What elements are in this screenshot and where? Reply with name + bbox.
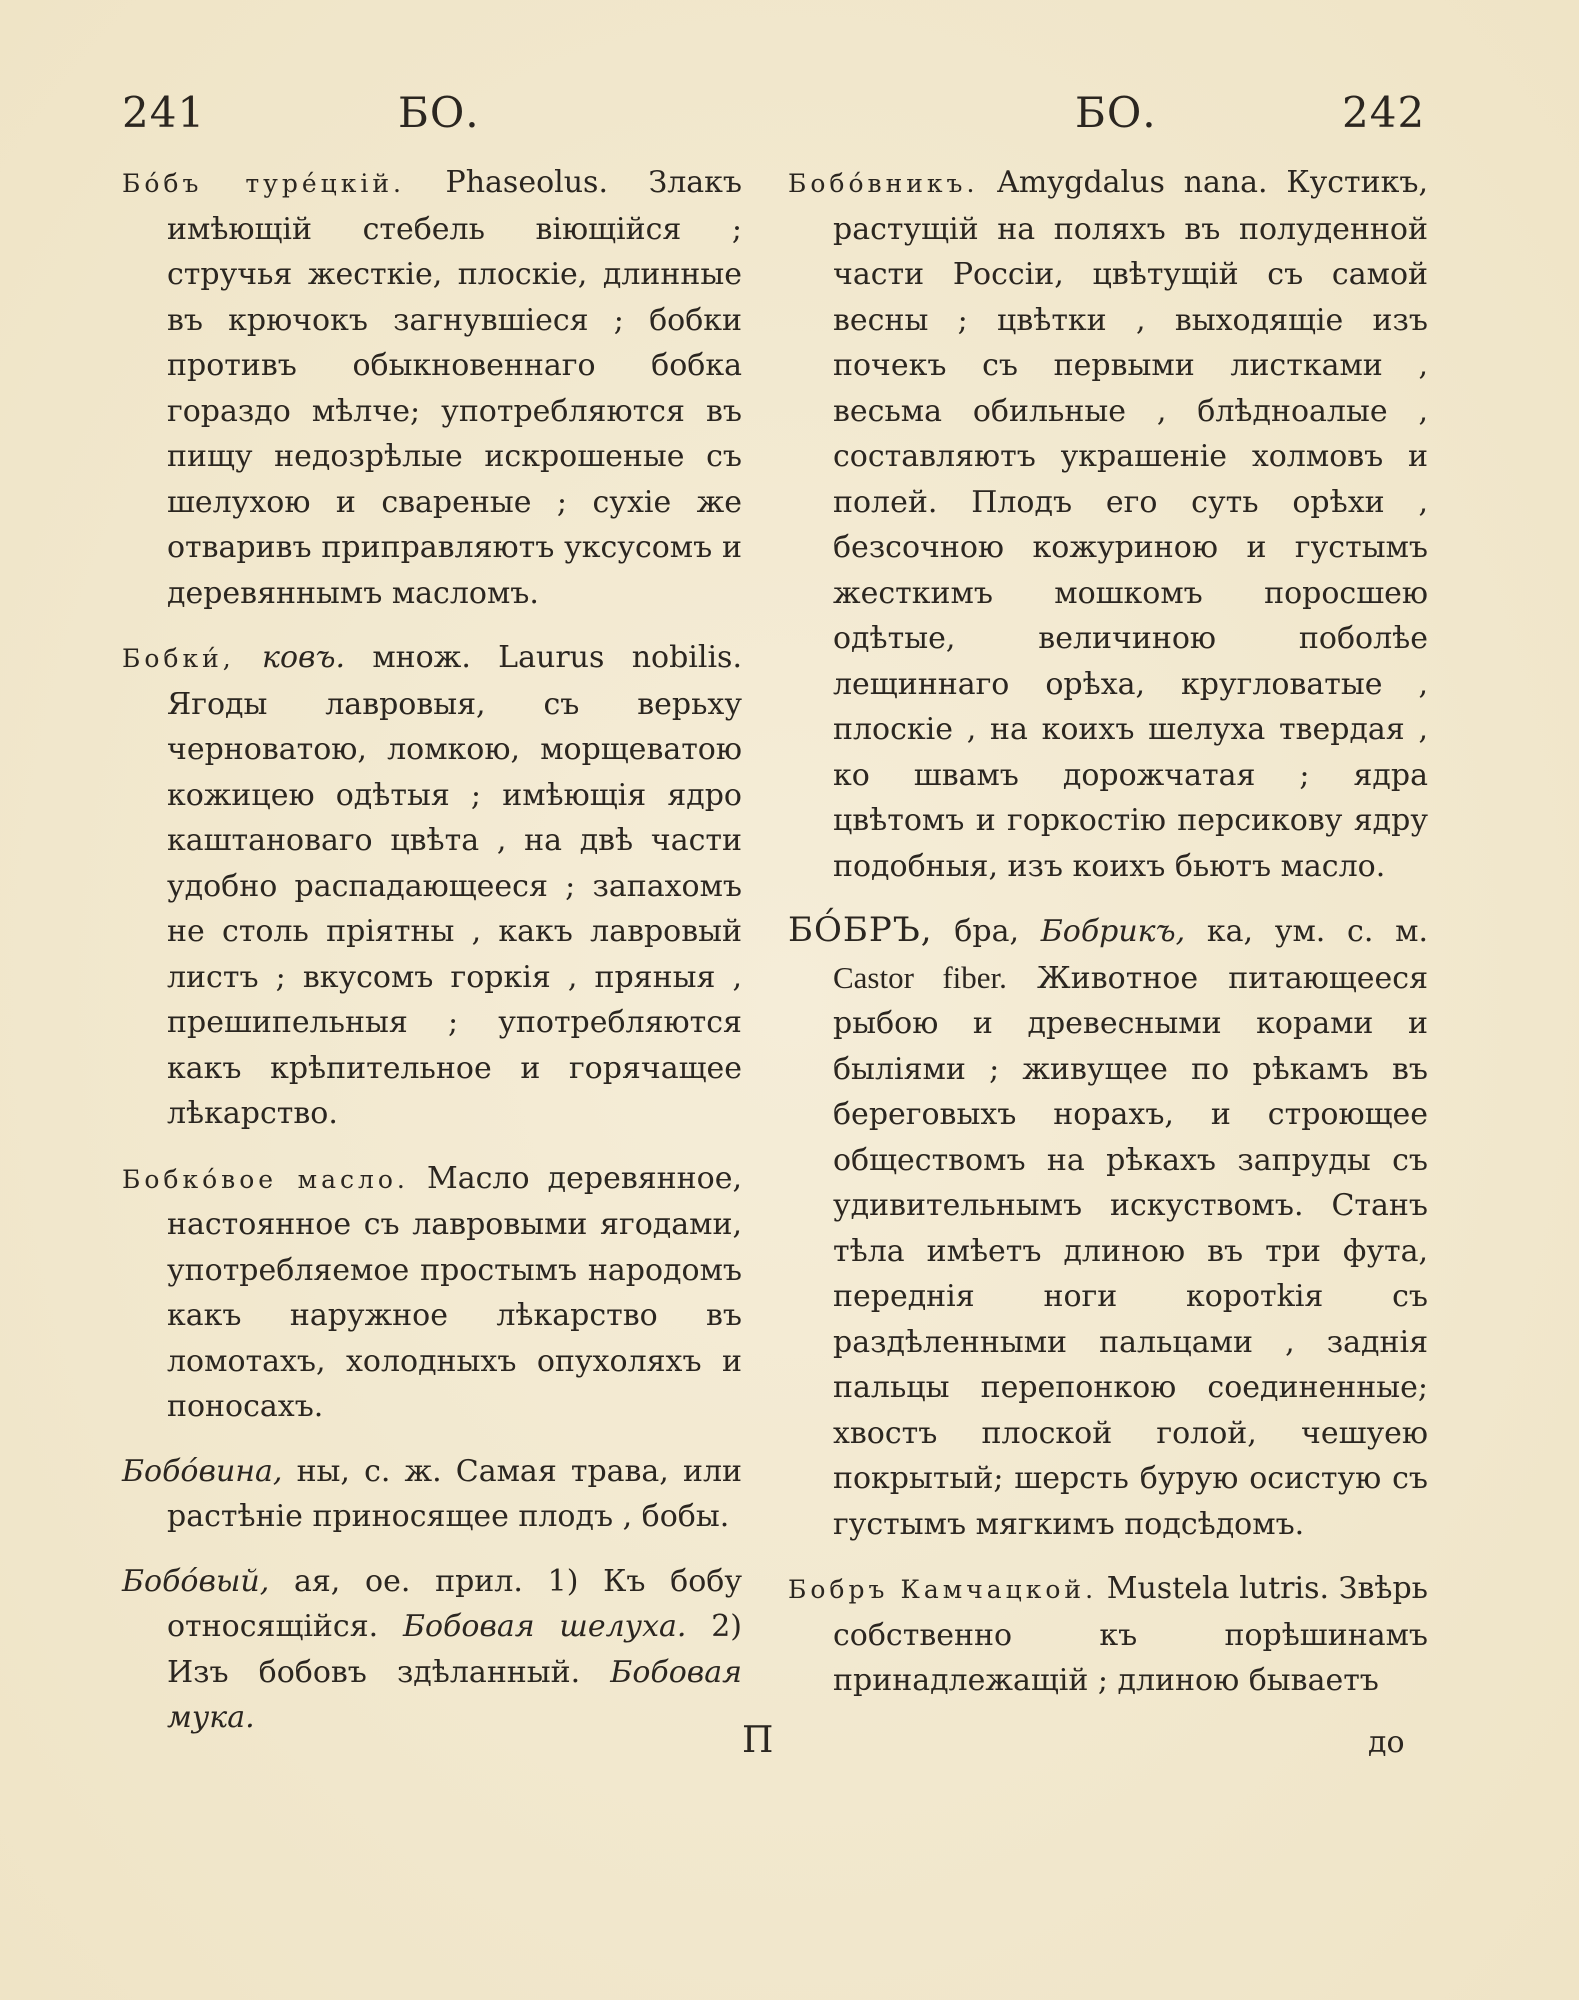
headword: Бобо́вникъ. <box>788 169 979 198</box>
right-running-head: БО. <box>1075 88 1157 137</box>
catchword: до <box>1368 1725 1405 1760</box>
entry-bobki <box>122 635 742 1137</box>
headword: Бобо́вина, <box>122 1453 283 1489</box>
entry-bobovina <box>122 1449 742 1540</box>
definition: ая, ое. прил. 1) Къ бобу относящійся. <box>167 1563 742 1644</box>
headword: Бобо́вый, <box>122 1563 270 1599</box>
right-page-number: 242 <box>1342 88 1426 137</box>
grammar-note: ковъ. <box>262 640 346 675</box>
definition: Phaseolus. Злакъ имѣющій стебель віющійся ; стручья жесткіе, плоскіе, длинные въ крючокъ загнувшіеся ; бобки противъ обыкновеннаго бобка гораздо мѣлче; употребляются въ пищу недозрѣлые искрошеные съ шелухою и свареные ; сухіе же отваривъ приправляютъ уксусомъ и деревяннымъ масломъ. <box>167 165 742 611</box>
entry-bob-turetskiy <box>122 160 742 616</box>
definition: Mustela lutris. Звѣрь собственно къ порѣшинамъ принадлежащій ; длиною бываетъ <box>833 1571 1428 1698</box>
definition: 2) Изъ бобовъ здѣланный. <box>167 1609 742 1690</box>
signature-mark: П <box>742 1720 774 1761</box>
headword: Бо́бъ туре́цкій. <box>122 169 405 198</box>
diminutive: Бобрикъ, <box>1040 914 1186 949</box>
headword: Бобки́, <box>122 644 235 673</box>
entry-bobkovoe-maslo <box>122 1156 742 1430</box>
example: Бобовая шелуха. <box>402 1609 687 1644</box>
latin-name: Castor fiber. <box>833 959 1007 995</box>
entry-bobovnik <box>788 160 1428 889</box>
headword: Бобко́вое масло. <box>122 1164 409 1194</box>
entry-bobr <box>788 908 1428 1547</box>
left-column <box>122 160 742 1760</box>
definition: Amygdalus nana. Кустикъ, растущій на поляхъ въ полуденной части Россіи, цвѣтущій съ самой весны ; цвѣтки , выходящіе изъ почекъ съ первыми листками , весьма обильные , блѣдноалые , составляютъ украшеніе холмовъ и полей. Плодъ его суть орѣхи , безсочною кожуриною и густымъ жесткимъ мошкомъ поросшею одѣтые, величиною поболѣе лещиннаго орѣха, кругловатые , плоскіе , на коихъ шелуха твердая , ко швамъ дорожчатая ; ядра цвѣтомъ и горкостію персикову ядру подобныя, изъ коихъ бьютъ масло. <box>833 165 1428 884</box>
definition: Масло деревянное, настоянное съ лавровыми ягодами, употребляемое простымъ народомъ какъ наружное лѣкарство въ ломотахъ, холодныхъ опухоляхъ и поносахъ. <box>167 1160 743 1424</box>
definition: ны, с. ж. Самая трава, или растѣніе приносящее плодъ , бобы. <box>167 1453 742 1534</box>
definition: множ. Laurus nobilis. Ягоды лавровыя, съ верьху черноватою, ломкою, морщеватою кожицею одѣтыя ; имѣющія ядро каштановаго цвѣта , на двѣ части удобно распадающееся ; запахомъ не столь пріятны , какъ лавровый листъ ; вкусомъ горкія , пряныя , прешипельныя ; употребляются какъ крѣпительное и горячащее лѣкарство. <box>167 640 742 1131</box>
definition: Животное питающееся рыбою и древесными корами и быліями ; живущее по рѣкамъ въ береговыхъ норахъ, и строющее обществомъ на рѣкахъ запруды съ удивительнымъ искуствомъ. Станъ тѣла имѣетъ длиною въ три фута, переднія ноги коротkія съ раздѣленными пальцами , заднія пальцы перепонкою соединенные; хвостъ плоской голой, чешуею покрытый; шерсть бурую осистую съ густымъ мягкимъ подсѣдомъ. <box>833 960 1428 1542</box>
headword: Бобръ Камчацкой. <box>788 1575 1098 1604</box>
entry-bobr-kamchatskoy <box>788 1566 1428 1704</box>
left-page-number: 241 <box>122 88 206 137</box>
headword: БО́БРЪ, <box>788 910 933 950</box>
example: Бобовая мука. <box>167 1654 742 1735</box>
entry-bobovyy <box>122 1559 742 1741</box>
grammar-note: бра, <box>954 914 1019 949</box>
left-running-head: БО. <box>398 88 480 137</box>
right-column <box>788 160 1428 1723</box>
grammar-note: ка, ум. с. м. <box>1206 914 1428 949</box>
